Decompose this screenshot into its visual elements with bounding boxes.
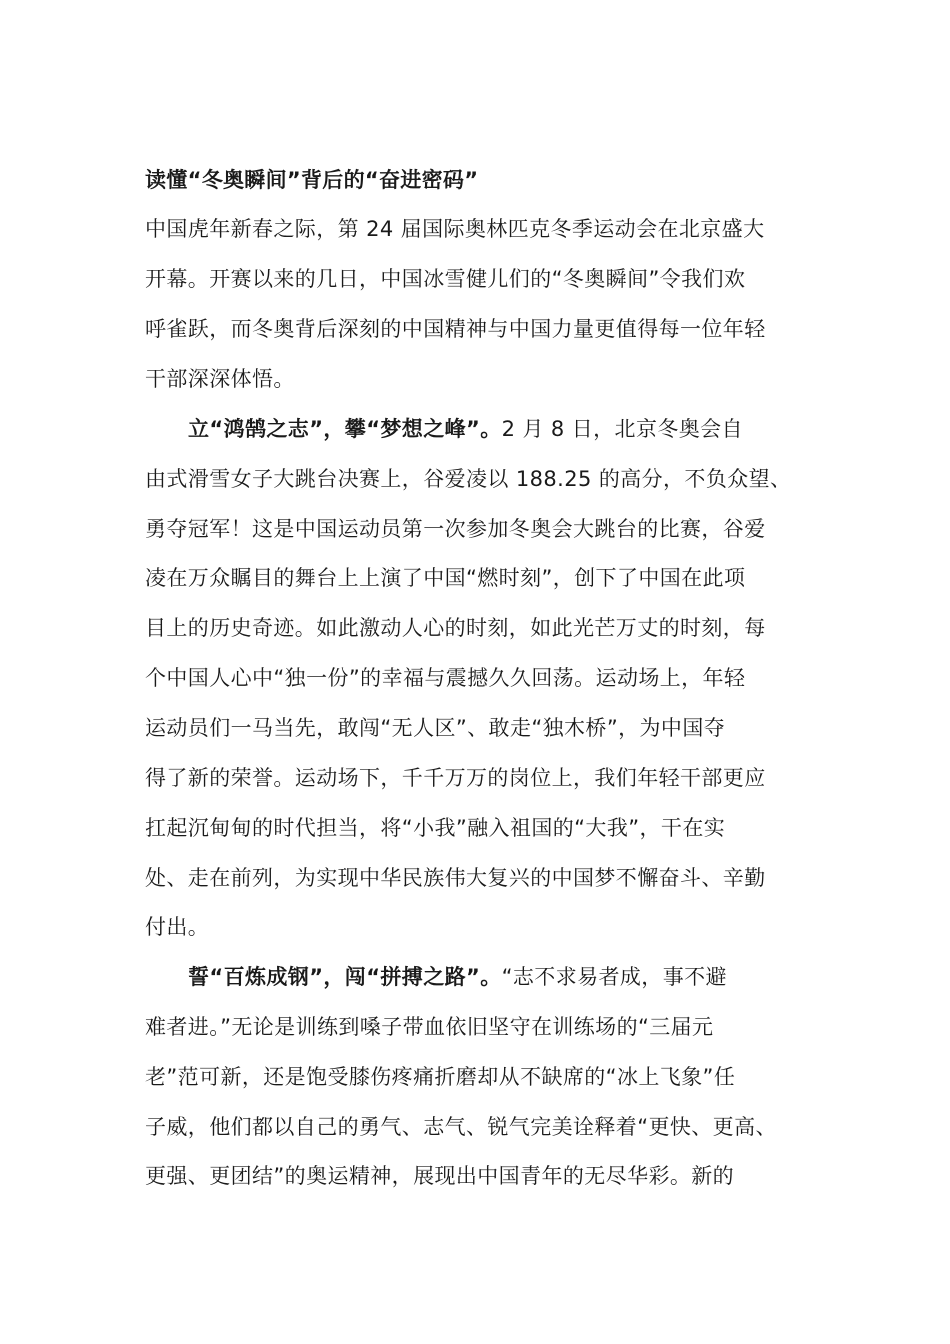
paragraph-2-line-8: 得了新的荣誉。运动场下，千千万万的岗位上，我们年轻干部更应 [145, 766, 766, 790]
paragraph-1-line-1: 中国虎年新春之际，第 24 届国际奥林匹克冬季运动会在北京盛大 [145, 217, 765, 241]
paragraph-3-line-3: 老”范可新，还是饱受膝伤疼痛折磨却从不缺席的“冰上飞象”任 [145, 1065, 736, 1089]
paragraph-2-line-2: 由式滑雪女子大跳台决赛上，谷爱凌以 188.25 的高分，不负众望、 [145, 467, 792, 491]
paragraph-2-line-11: 付出。 [145, 915, 210, 939]
paragraph-2-line-6: 个中国人心中“独一份”的幸福与震撼久久回荡。运动场上，年轻 [145, 666, 746, 690]
paragraph-2-line-7: 运动员们一马当先，敢闯“无人区”、敢走“独木桥”，为中国夺 [145, 716, 726, 740]
paragraph-3-heading: 誓“百炼成钢”，闯“拼搏之路”。 [188, 965, 502, 989]
paragraph-2-line-10: 处、走在前列，为实现中华民族伟大复兴的中国梦不懈奋斗、辛勤 [145, 866, 766, 890]
paragraph-2-heading: 立“鸿鹄之志”，攀“梦想之峰”。 [188, 417, 502, 441]
paragraph-2-line-4: 凌在万众瞩目的舞台上上演了中国“燃时刻”，创下了中国在此项 [145, 566, 746, 590]
paragraph-1-line-2: 开幕。开赛以来的几日，中国冰雪健儿们的“冬奥瞬间”令我们欢 [145, 267, 746, 291]
paragraph-2-line-3: 勇夺冠军！这是中国运动员第一次参加冬奥会大跳台的比赛，谷爱 [145, 517, 766, 541]
paragraph-3-line-4: 子威，他们都以自己的勇气、志气、锐气完美诠释着“更快、更高、 [145, 1115, 777, 1139]
paragraph-1-line-4: 干部深深体悟。 [145, 367, 295, 391]
paragraph-2-line-1 [188, 415, 743, 443]
paragraph-3-line-2: 难者进。”无论是训练到嗓子带血依旧坚守在训练场的“三届元 [145, 1015, 714, 1039]
paragraph-2-line-1-text: 2 月 8 日，北京冬奥会自 [501, 417, 743, 441]
paragraph-3-line-1-text: “志不求易者成，事不避 [501, 965, 727, 989]
paragraph-3-line-5: 更强、更团结”的奥运精神，展现出中国青年的无尽华彩。新的 [145, 1164, 735, 1188]
paragraph-2-line-5: 目上的历史奇迹。如此激动人心的时刻，如此光芒万丈的时刻，每 [145, 616, 766, 640]
paragraph-1-line-3: 呼雀跃，而冬奥背后深刻的中国精神与中国力量更值得每一位年轻 [145, 317, 766, 341]
article-title: 读懂“冬奥瞬间”背后的“奋进密码” [145, 168, 479, 192]
paragraph-2-line-9: 扛起沉甸甸的时代担当，将“小我”融入祖国的“大我”，干在实 [145, 816, 726, 840]
paragraph-3-line-1 [188, 963, 727, 991]
